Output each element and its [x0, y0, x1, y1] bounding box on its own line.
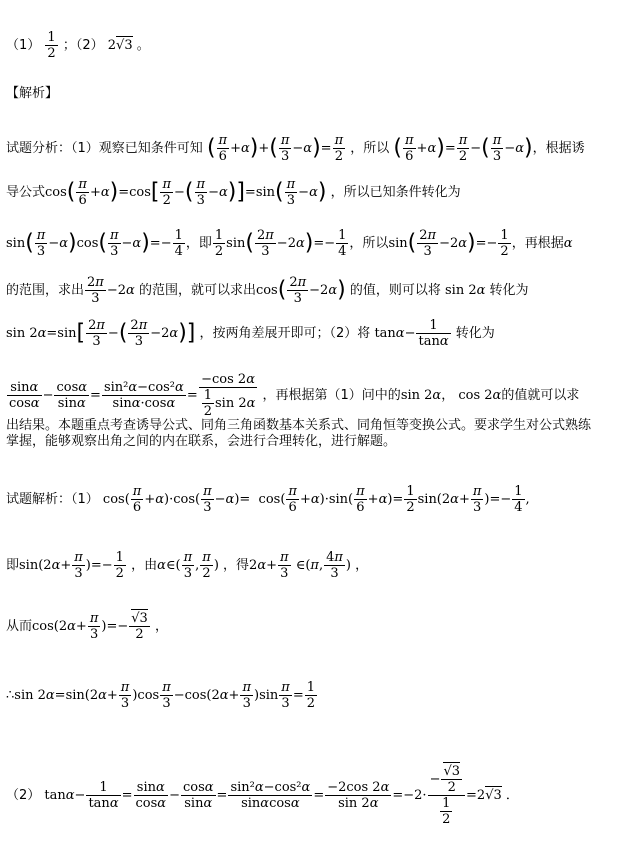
analysis-line-5: sin 2α=sin[ $\frac{2\pi}{3}$ −( $\frac{2\pi}{3}$ −2α)] ，按两角差展开即可；（2）将 tanα− $\frac{1}{\tan\alpha}$ 转化为 [6, 318, 495, 349]
answer-line: （1） $\frac{1}{2}$ ；（2） 2√3 。 [6, 30, 150, 61]
analysis-line-3: sin( $\frac{\pi}{3}$ −α)cos( $\frac{\pi}{3}$ −α)=− $\frac{1}{4}$ ，即 $\frac{1}{2}$ sin( $\frac{2\pi}{3}$ −2α)=− $\frac{1}{4}$ ，所以sin( $\frac{2\pi}{3}$ −2α)=− $\frac{1}{2}$ ，再根据α [6, 228, 573, 259]
solution-line-2: 即sin(2α+ $\frac{\pi}{3}$ )=− $\frac{1}{2}$ ，由α∈( $\frac{\pi}{3}$ , $\frac{\pi}{2}$ ) ，得2α+ $\frac{\pi}{3}$ ∈(π, $\frac{4\pi}{3}$ ) ， [6, 550, 369, 581]
analysis-line-6: $\frac{\sin\alpha}{\cos\alpha}$ − $\frac{\cos\alpha}{\sin\alpha}$ = $\frac{\text{sin²α−cos²α}}{\sin\alpha\cdot\cos\alpha}$ = −cos 2α $\frac{1}{2}$ sin 2α ，再根据第（1）问中的sin 2α， cos 2α的值就可以求 [9, 372, 580, 419]
solution-line-5: （2） tanα− $\frac{1}{\tan\alpha}$ = $\frac{\sin\alpha}{\cos\alpha}$ − $\frac{\cos\alpha}{\sin\alpha}$ = $\frac{\text{sin²α−cos²α}}{\sin\alpha\cos\alpha}$ = $\frac{-2\cos 2\alpha}{\sin 2\alpha}$ =−2· − $\frac{√3}{2}$ $\frac{1}{2}$ =2√3 ． [6, 764, 519, 827]
answer-part1-label: （1） [6, 38, 41, 53]
analysis-paragraph-1: 出结果。本题重点考查诱导公式、同角三角函数基本关系式、同角恒等变换公式。要求学生对公式熟练 [6, 418, 592, 433]
fraction-one-half: $\frac{1}{2}$ [47, 30, 56, 61]
section-header: 【解析】 [6, 86, 59, 101]
answer-part2-value: 2√3 [107, 38, 133, 53]
analysis-line-4: 的范围，求出 $\frac{2\pi}{3}$ −2α 的范围，就可以求出cos( $\frac{2\pi}{3}$ −2α) 的值，则可以将 sin 2α 转化为 [6, 275, 529, 306]
analysis-paragraph-2: 掌握，能够观察出角之间的内在联系，会进行合理转化，进行解题。 [6, 434, 397, 449]
analysis-line-1: 试题分析：（1）观察已知条件可知 ( $\frac{\pi}{6}$ +α)+( $\frac{\pi}{3}$ −α)= $\frac{\pi}{2}$ ，所以 ( $\frac{\pi}{6}$ +α)= $\frac{\pi}{2}$ −( $\frac{\pi}{3}$ −α)，根据诱 [6, 133, 585, 164]
solution-line-1: 试题解析：（1） cos( $\frac{\pi}{6}$ +α)·cos( $\frac{\pi}{3}$ −α)= cos( $\frac{\pi}{6}$ +α)·sin( $\frac{\pi}{6}$ +α)= $\frac{1}{2}$ sin(2α+ $\frac{\pi}{3}$ )=− $\frac{1}{4}$ , [6, 484, 530, 515]
analysis-line-2: 导公式cos( $\frac{\pi}{6}$ +α)=cos[ $\frac{\pi}{2}$ −( $\frac{\pi}{3}$ −α)]=sin( $\frac{\pi}{3}$ −α) ，所以已知条件转化为 [6, 177, 461, 208]
answer-part2-label: ；（2） [62, 38, 104, 53]
solution-line-3: 从而cos(2α+ $\frac{\pi}{3}$ )=− $\frac{√3}{2}$ ， [6, 611, 168, 642]
solution-line-4: ∴sin 2α=sin(2α+ $\frac{\pi}{3}$ )cos $\frac{\pi}{3}$ −cos(2α+ $\frac{\pi}{3}$ )sin $\frac{\pi}{3}$ = $\frac{1}{2}$ [6, 680, 316, 711]
